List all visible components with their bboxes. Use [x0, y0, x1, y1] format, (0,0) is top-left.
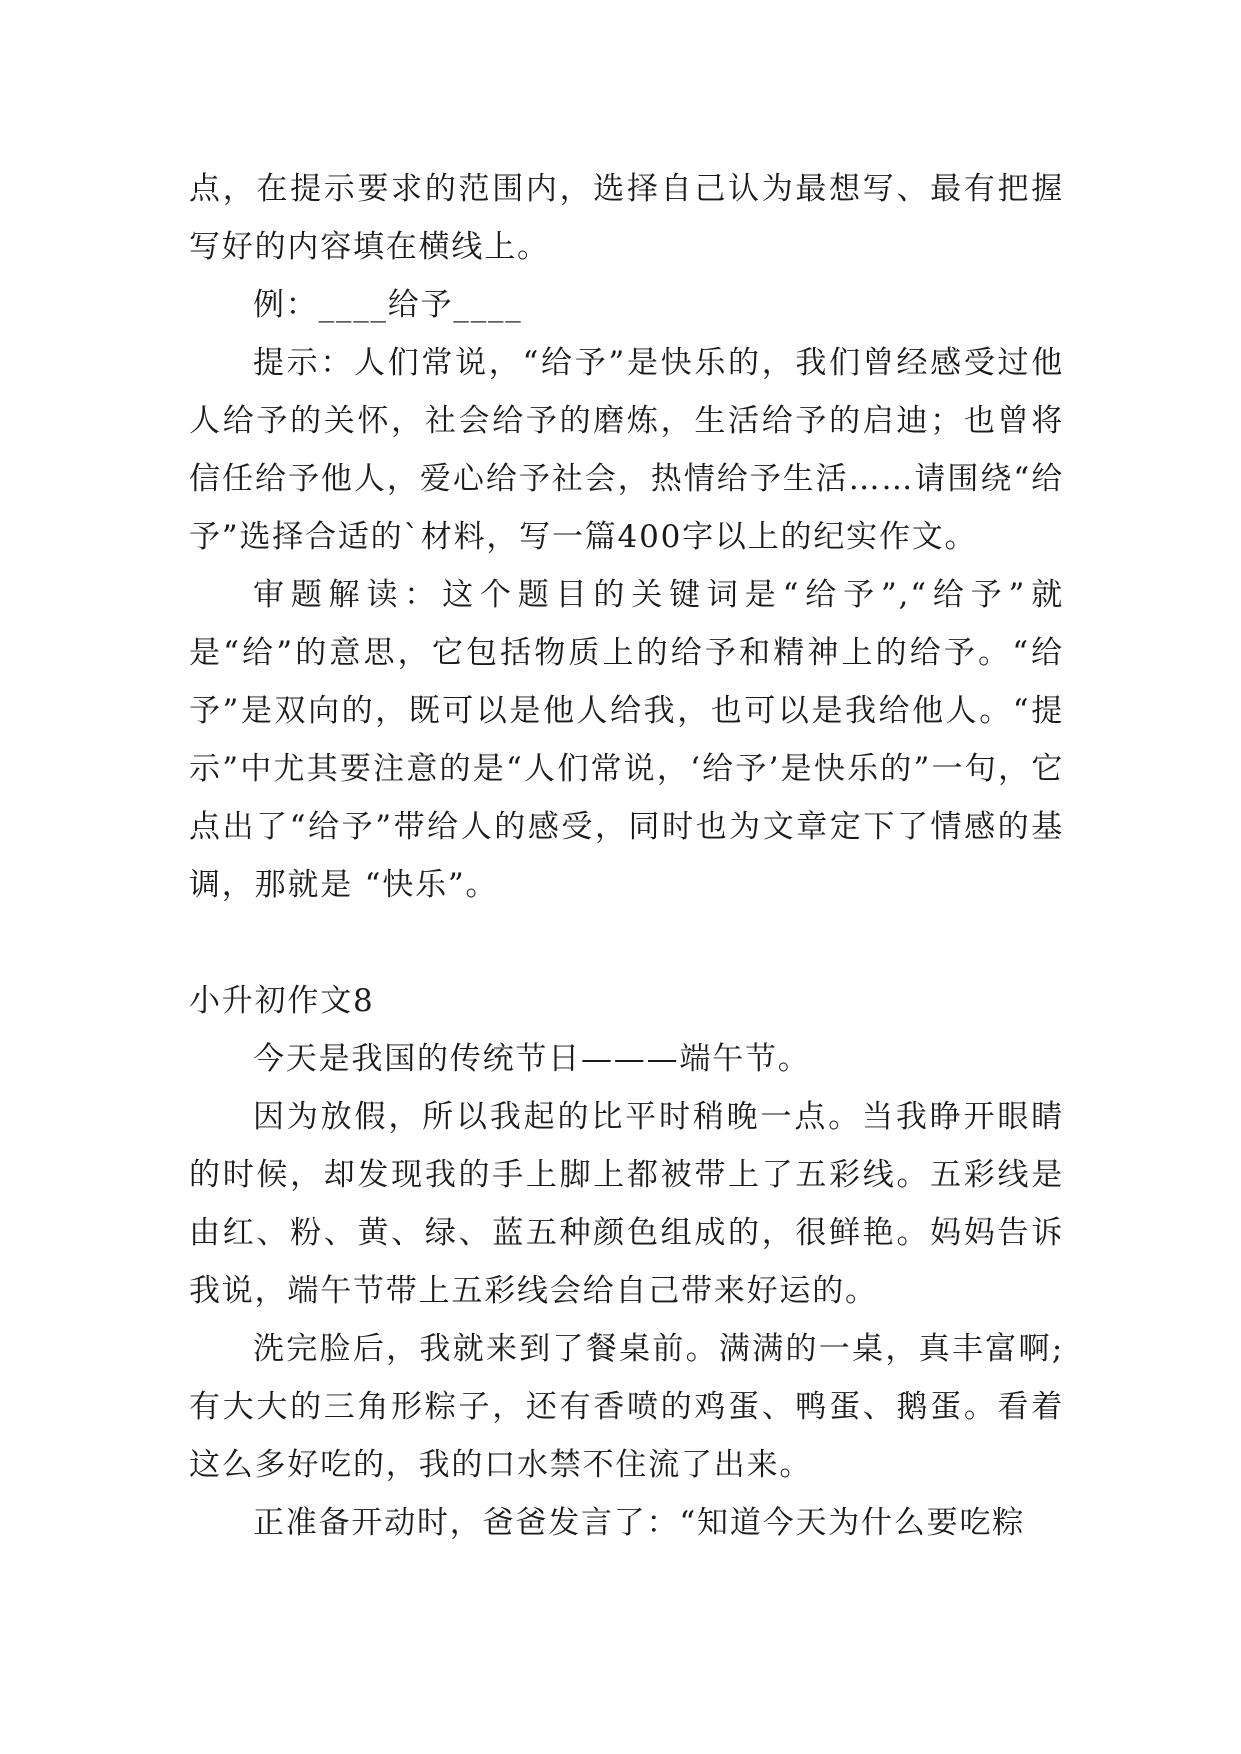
paragraph: 洗完脸后，我就来到了餐桌前。满满的一桌，真丰富啊;有大大的三角形粽子，还有香喷的鸡蛋、鸭蛋、鹅蛋。看着这么多好吃的，我的口水禁不住流了出来。: [189, 1331, 1064, 1483]
document-body: [189, 160, 1064, 1552]
paragraph-hint: 提示：人们常说，“给予”是快乐的，我们曾经感受过他人给予的关怀，社会给予的磨炼，生活给予的启迪；也曾将信任给予他人，爱心给予社会，热情给予生活……请围绕“给予”选择合适的`材料，写一篇400字以上的纪实作文。: [189, 345, 1064, 555]
paragraph-example: 例：____给予____: [253, 287, 523, 323]
section-heading: 小升初作文8: [189, 983, 375, 1019]
paragraph: 正准备开动时，爸爸发言了：“知道今天为什么要吃粽: [253, 1505, 1026, 1541]
paragraph: 今天是我国的传统节日———端午节。: [253, 1041, 811, 1077]
paragraph-analysis: 审题解读：这个题目的关键词是“给予”,“给予”就是“给”的意思，它包括物质上的给予和精神上的给予。“给予”是双向的，既可以是他人给我，也可以是我给他人。“提示”中尤其要注意的是“人们常说，‘给予’是快乐的”一句，它点出了“给予”带给人的感受，同时也为文章定下了情感的基调，那就是 “快乐”。: [189, 577, 1064, 903]
paragraph: 因为放假，所以我起的比平时稍晚一点。当我睁开眼睛的时候，却发现我的手上脚上都被带上了五彩线。五彩线是由红、粉、黄、绿、蓝五种颜色组成的，很鲜艳。妈妈告诉我说，端午节带上五彩线会给自己带来好运的。: [189, 1099, 1064, 1309]
section-gap: [189, 914, 1064, 972]
paragraph: 点，在提示要求的范围内，选择自己认为最想写、最有把握写好的内容填在横线上。: [189, 171, 1064, 265]
